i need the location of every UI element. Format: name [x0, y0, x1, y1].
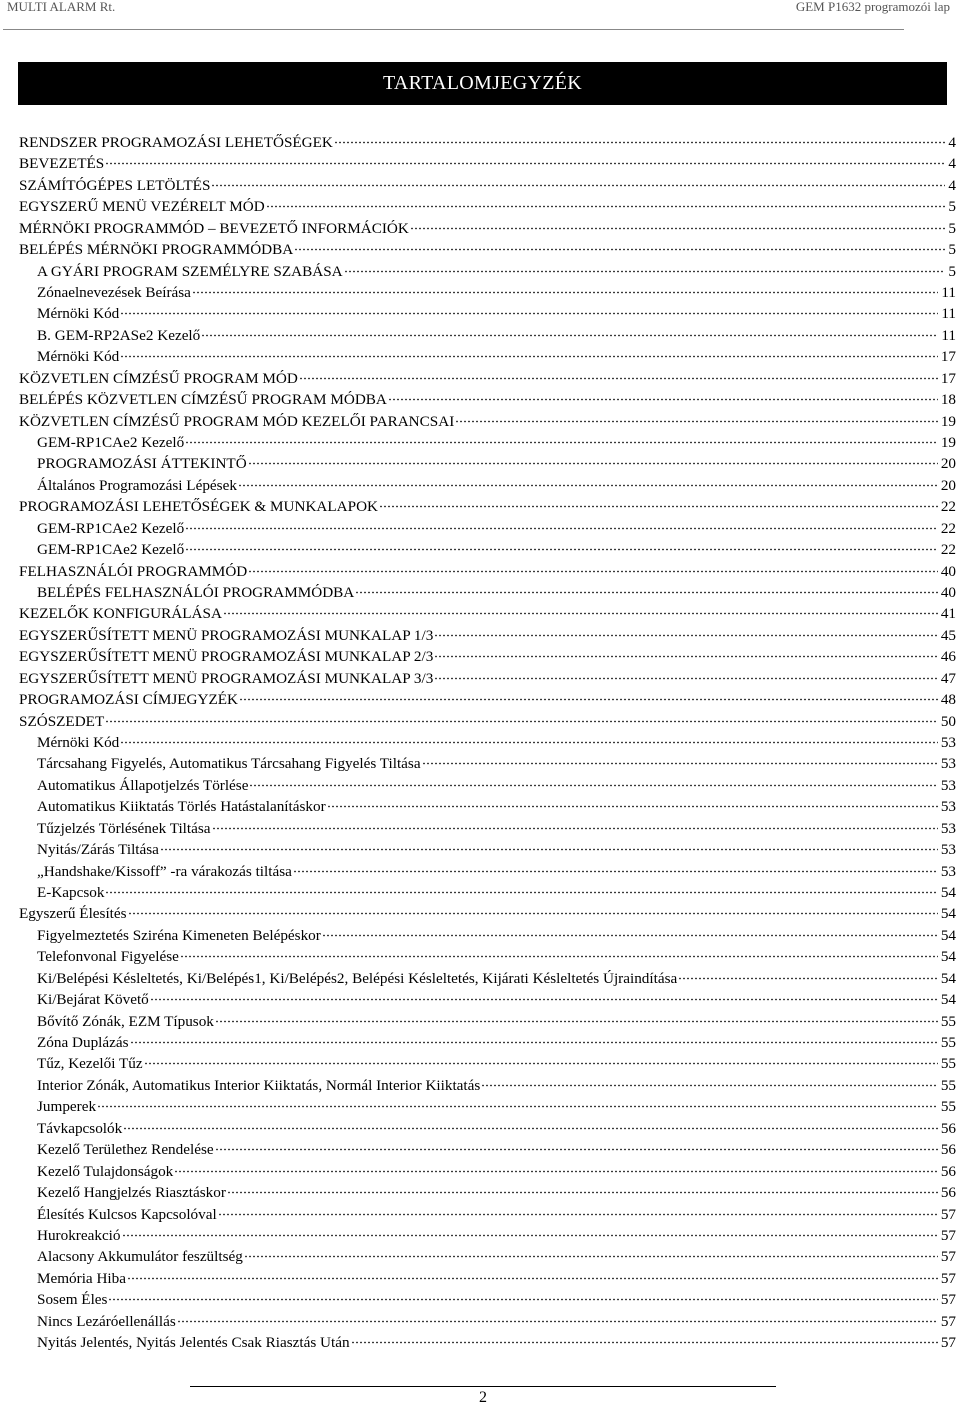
toc-entry-text: Nyitás/Zárás Tiltása	[37, 841, 159, 859]
toc-entry[interactable]	[19, 711, 956, 732]
toc-entry[interactable]	[37, 925, 956, 946]
toc-entry-page: 5	[948, 198, 956, 216]
toc-dot-leader	[185, 516, 938, 530]
toc-dot-leader	[105, 151, 945, 165]
toc-entry-text: Kezelő Tulajdonságok	[37, 1162, 174, 1180]
toc-dot-leader	[248, 451, 938, 465]
toc-dot-leader	[327, 794, 938, 808]
toc-dot-leader	[344, 259, 946, 273]
toc-entry-text: Mérnöki Kód	[37, 348, 120, 366]
toc-entry[interactable]	[37, 1096, 956, 1117]
toc-entry-page: 5	[948, 262, 956, 280]
toc-entry-text: Tűzjelzés Törlésének Tiltása	[37, 819, 211, 837]
toc-entry[interactable]	[37, 796, 956, 817]
toc-dot-leader	[434, 666, 938, 680]
toc-dot-leader	[294, 237, 945, 251]
footer-rule	[190, 1386, 776, 1387]
toc-dot-leader	[239, 687, 938, 701]
toc-entry-text: Interior Zónák, Automatikus Interior Kiiktatás, Normál Interior Kiiktatás	[37, 1076, 481, 1094]
toc-entry-text: Mérnöki Kód	[37, 305, 120, 323]
toc-entry-page: 54	[940, 948, 956, 966]
toc-entry-text: EGYSZERŰ MENÜ VEZÉRELT MÓD	[19, 198, 265, 216]
toc-dot-leader	[410, 216, 946, 230]
toc-entry-page: 55	[940, 1098, 956, 1116]
toc-dot-leader	[120, 344, 938, 358]
toc-entry[interactable]	[37, 1182, 956, 1203]
toc-entry-text: Telefonvonal Figyelése	[37, 948, 179, 966]
toc-entry[interactable]	[37, 1032, 956, 1053]
toc-entry-text: Élesítés Kulcsos Kapcsolóval	[37, 1205, 217, 1223]
toc-entry-text: Tűz, Kezelői Tűz	[37, 1055, 143, 1073]
toc-entry[interactable]	[37, 989, 956, 1010]
toc-entry-text: Bővítő Zónák, EZM Típusok	[37, 1012, 214, 1030]
toc-entry[interactable]	[19, 646, 956, 667]
toc-entry[interactable]	[19, 668, 956, 689]
toc-dot-leader	[379, 494, 938, 508]
toc-entry-page: 55	[940, 1012, 956, 1030]
toc-dot-leader	[334, 130, 946, 144]
toc-entry-text: GEM-RP1CAe2 Kezelő	[37, 434, 185, 452]
toc-entry-text: Jumperek	[37, 1098, 97, 1116]
toc-entry-text: Alacsony Akkumulátor feszültség	[37, 1248, 243, 1266]
toc-entry[interactable]	[37, 861, 956, 882]
toc-dot-leader	[215, 1009, 938, 1023]
toc-entry[interactable]	[37, 1311, 956, 1332]
toc-entry-page: 57	[940, 1334, 956, 1352]
toc-dot-leader	[180, 944, 938, 958]
toc-dot-leader	[434, 644, 938, 658]
toc-entry-page: 56	[940, 1119, 956, 1137]
toc-entry-page: 53	[940, 862, 956, 880]
toc-entry-page: 57	[940, 1205, 956, 1223]
toc-entry-text: BEVEZETÉS	[19, 155, 105, 173]
toc-dot-leader	[238, 473, 938, 487]
toc-entry-text: Automatikus Állapotjelzés Törlése	[37, 776, 249, 794]
toc-entry[interactable]	[37, 1332, 956, 1353]
toc-entry-page: 40	[940, 584, 956, 602]
toc-entry-text: Egyszerű Élesítés	[19, 905, 127, 923]
toc-entry-text: Automatikus Kiiktatás Törlés Hatástalanításkor	[37, 798, 326, 816]
toc-dot-leader	[293, 859, 938, 873]
toc-entry[interactable]	[37, 282, 956, 303]
toc-entry-text: Távkapcsolók	[37, 1119, 123, 1137]
toc-entry-page: 56	[940, 1141, 956, 1159]
toc-entry-page: 22	[940, 519, 956, 537]
toc-entry-page: 11	[941, 305, 956, 323]
toc-entry[interactable]	[19, 218, 956, 239]
toc-entry[interactable]	[37, 475, 956, 496]
toc-entry[interactable]	[19, 132, 956, 153]
toc-entry[interactable]	[19, 689, 956, 710]
toc-entry-text: FELHASZNÁLÓI PROGRAMMÓD	[19, 562, 248, 580]
toc-entry-text: GEM-RP1CAe2 Kezelő	[37, 519, 185, 537]
toc-entry-text: Memória Hiba	[37, 1269, 126, 1287]
toc-entry-page: 54	[940, 969, 956, 987]
toc-entry[interactable]	[37, 1268, 956, 1289]
toc-entry-page: 20	[940, 476, 956, 494]
toc-entry-page: 17	[940, 348, 956, 366]
toc-entry-text: B. GEM-RP2ASe2 Kezelő	[37, 326, 201, 344]
toc-dot-leader	[192, 280, 938, 294]
toc-entry-page: 4	[948, 176, 956, 194]
toc-entry[interactable]	[37, 1011, 956, 1032]
toc-dot-leader	[97, 1094, 938, 1108]
toc-dot-leader	[130, 1030, 938, 1044]
toc-entry[interactable]	[37, 1225, 956, 1246]
toc-entry[interactable]	[19, 196, 956, 217]
toc-entry-page: 50	[940, 712, 956, 730]
toc-entry[interactable]	[37, 732, 956, 753]
toc-entry[interactable]	[37, 453, 956, 474]
toc-entry[interactable]	[37, 839, 956, 860]
toc-dot-leader	[678, 966, 938, 980]
toc-entry[interactable]	[37, 346, 956, 367]
toc-entry-text: RENDSZER PROGRAMOZÁSI LEHETŐSÉGEK	[19, 134, 333, 151]
toc-dot-leader	[144, 1051, 938, 1065]
toc-entry-page: 45	[940, 626, 956, 644]
toc-entry[interactable]	[19, 368, 956, 389]
toc-entry-page: 47	[940, 669, 956, 687]
toc-entry[interactable]	[37, 818, 956, 839]
toc-entry-page: 11	[941, 284, 956, 301]
toc-entry-text: Ki/Bejárat Követő	[37, 991, 149, 1009]
toc-entry-text: Kezelő Hangjelzés Riasztáskor	[37, 1184, 226, 1202]
toc-entry[interactable]	[19, 153, 956, 174]
toc-dot-leader	[122, 1223, 938, 1237]
toc-entry-page: 54	[940, 884, 956, 902]
toc-dot-leader	[422, 751, 938, 765]
toc-dot-leader	[120, 301, 938, 315]
toc-entry-page: 22	[940, 541, 956, 559]
toc-dot-leader	[215, 1137, 938, 1151]
toc-entry-text: Kezelő Területhez Rendelése	[37, 1141, 214, 1159]
toc-entry[interactable]	[19, 903, 956, 924]
toc-entry[interactable]	[37, 946, 956, 967]
toc-entry[interactable]	[19, 411, 956, 432]
toc-entry[interactable]	[19, 389, 956, 410]
toc-entry-page: 57	[940, 1248, 956, 1266]
toc-title-bar	[18, 62, 947, 105]
toc-entry-page: 57	[940, 1291, 956, 1309]
toc-entry[interactable]	[19, 496, 956, 517]
toc-entry[interactable]	[37, 775, 956, 796]
toc-dot-leader	[299, 366, 938, 380]
toc-title: TARTALOMJEGYZÉK	[383, 72, 582, 94]
toc-entry-text: A GYÁRI PROGRAM SZEMÉLYRE SZABÁSA	[37, 262, 343, 280]
footer-page-number: 2	[479, 1389, 487, 1406]
toc-dot-leader	[185, 430, 938, 444]
toc-entry[interactable]	[37, 1053, 956, 1074]
toc-entry-text: Sosem Éles	[37, 1291, 108, 1309]
page-header	[0, 0, 960, 20]
toc-dot-leader	[177, 1309, 938, 1323]
toc-entry-text: SZÓSZEDET	[19, 712, 105, 730]
toc-entry[interactable]	[37, 1246, 956, 1267]
toc-entry-page: 5	[948, 219, 956, 237]
toc-entry-text: Nyitás Jelentés, Nyitás Jelentés Csak Riasztás Után	[37, 1334, 350, 1352]
toc-entry-page: 55	[940, 1055, 956, 1073]
toc-entry[interactable]	[37, 753, 956, 774]
toc-entry-text: Nincs Lezáróellenállás	[37, 1312, 176, 1330]
toc-entry-page: 4	[948, 134, 956, 151]
toc-entry-text: Figyelmeztetés Sziréna Kimeneten Belépéskor	[37, 926, 321, 944]
toc-dot-leader	[127, 1266, 938, 1280]
toc-entry[interactable]	[19, 175, 956, 196]
header-company: MULTI ALARM Rt.	[7, 0, 116, 14]
toc-dot-leader	[248, 559, 938, 573]
toc-entry[interactable]	[37, 1289, 956, 1310]
toc-entry-page: 54	[940, 905, 956, 923]
toc-dot-leader	[123, 1116, 938, 1130]
toc-entry-text: Hurokreakció	[37, 1226, 121, 1244]
toc-dot-leader	[211, 173, 945, 187]
toc-entry-page: 55	[940, 1034, 956, 1052]
toc-entry[interactable]	[19, 561, 956, 582]
toc-entry-page: 18	[940, 391, 956, 409]
toc-entry-page: 40	[940, 562, 956, 580]
toc-entry-text: KÖZVETLEN CÍMZÉSŰ PROGRAM MÓD KEZELŐI PARANCSAI	[19, 412, 455, 430]
toc-entry-page: 4	[948, 155, 956, 173]
toc-dot-leader	[105, 880, 937, 894]
toc-entry[interactable]	[19, 239, 956, 260]
toc-dot-leader	[174, 1159, 938, 1173]
toc-entry[interactable]	[37, 1161, 956, 1182]
toc-entry-text: EGYSZERŰSÍTETT MENÜ PROGRAMOZÁSI MUNKALAP 2/3	[19, 648, 434, 666]
toc-entry-page: 20	[940, 455, 956, 473]
toc-dot-leader	[249, 773, 937, 787]
toc-entry[interactable]	[37, 303, 956, 324]
toc-dot-leader	[244, 1244, 938, 1258]
toc-dot-leader	[266, 194, 946, 208]
toc-dot-leader	[218, 1202, 938, 1216]
header-document-title: GEM P1632 programozói lap	[795, 0, 950, 14]
toc-entry-text: „Handshake/Kissoff” -ra várakozás tiltása	[37, 862, 292, 880]
toc-entry[interactable]	[37, 1204, 956, 1225]
toc-entry-text: KEZELŐK KONFIGURÁLÁSA	[19, 605, 222, 623]
toc-dot-leader	[105, 709, 938, 723]
toc-entry-text: EGYSZERŰSÍTETT MENÜ PROGRAMOZÁSI MUNKALAP 3/3	[19, 669, 434, 687]
toc-entry-text: KÖZVETLEN CÍMZÉSŰ PROGRAM MÓD	[19, 369, 298, 387]
toc-dot-leader	[108, 1287, 937, 1301]
toc-entry-text: Tárcsahang Figyelés, Automatikus Tárcsahang Figyelés Tiltása	[37, 755, 421, 773]
toc-entry-page: 53	[940, 841, 956, 859]
toc-entry[interactable]	[37, 1118, 956, 1139]
toc-entry[interactable]	[19, 603, 956, 624]
toc-entry-text: EGYSZERŰSÍTETT MENÜ PROGRAMOZÁSI MUNKALAP 1/3	[19, 626, 434, 644]
toc-dot-leader	[120, 730, 938, 744]
toc-entry[interactable]	[37, 261, 956, 282]
toc-entry-page: 41	[940, 605, 956, 623]
toc-entry-page: 53	[940, 798, 956, 816]
toc-entry-page: 22	[940, 498, 956, 516]
toc-entry[interactable]	[37, 882, 956, 903]
toc-dot-leader	[481, 1073, 938, 1087]
toc-entry[interactable]	[37, 1075, 956, 1096]
toc-dot-leader	[351, 1330, 938, 1344]
toc-entry-page: 54	[940, 991, 956, 1009]
toc-entry-text: GEM-RP1CAe2 Kezelő	[37, 541, 185, 559]
toc-dot-leader	[201, 323, 938, 337]
toc-entry-text: Ki/Belépési Késleltetés, Ki/Belépés1, Ki/Belépés2, Belépési Késleltetés, Kijárati Késleltetés Újraindítása	[37, 969, 678, 987]
toc-dot-leader	[434, 623, 938, 637]
toc-entry-text: MÉRNÖKI PROGRAMMÓD – BEVEZETŐ INFORMÁCIÓK	[19, 219, 409, 237]
toc-entry[interactable]	[37, 539, 956, 560]
toc-entry-page: 53	[940, 819, 956, 837]
toc-entry-text: SZÁMÍTÓGÉPES LETÖLTÉS	[19, 176, 211, 194]
toc-entry-text: BELÉPÉS FELHASZNÁLÓI PROGRAMMÓDBA	[37, 584, 355, 602]
toc-entry-page: 56	[940, 1184, 956, 1202]
toc-entry-page: 46	[940, 648, 956, 666]
toc-entry-page: 57	[940, 1269, 956, 1287]
toc-entry-text: Mérnöki Kód	[37, 734, 120, 752]
toc-dot-leader	[455, 409, 938, 423]
toc-dot-leader	[128, 901, 938, 915]
toc-entry-page: 57	[940, 1312, 956, 1330]
toc-entry-page: 53	[940, 734, 956, 752]
toc-entry[interactable]	[37, 325, 956, 346]
toc-entry-text: Általános Programozási Lépések	[37, 476, 237, 494]
toc-entry[interactable]	[37, 968, 956, 989]
toc-entry[interactable]	[19, 625, 956, 646]
header-rule	[3, 29, 904, 30]
toc-dot-leader	[388, 387, 938, 401]
toc-entry-page: 19	[940, 434, 956, 452]
toc-entry-page: 53	[940, 776, 956, 794]
toc-entry-page: 48	[940, 691, 956, 709]
toc-entry-text: Zóna Duplázás	[37, 1034, 129, 1052]
toc-entry-page: 17	[940, 369, 956, 387]
toc-entry-text: PROGRAMOZÁSI LEHETŐSÉGEK & MUNKALAPOK	[19, 498, 379, 516]
toc-dot-leader	[160, 837, 938, 851]
toc-entry-text: BELÉPÉS MÉRNÖKI PROGRAMMÓDBA	[19, 241, 294, 259]
toc-dot-leader	[227, 1180, 938, 1194]
toc-entry-page: 57	[940, 1226, 956, 1244]
toc-entry-text: PROGRAMOZÁSI ÁTTEKINTŐ	[37, 455, 247, 473]
toc-entry[interactable]	[37, 432, 956, 453]
toc-entry[interactable]	[37, 1139, 956, 1160]
toc-dot-leader	[212, 816, 938, 830]
toc-dot-leader	[355, 580, 938, 594]
toc-entry-page: 19	[940, 412, 956, 430]
toc-entry-page: 53	[940, 755, 956, 773]
toc-entry-text: BELÉPÉS KÖZVETLEN CÍMZÉSŰ PROGRAM MÓDBA	[19, 391, 387, 409]
toc-entry[interactable]	[37, 518, 956, 539]
toc-entry-page: 5	[948, 241, 956, 259]
toc-entry-text: PROGRAMOZÁSI CÍMJEGYZÉK	[19, 691, 238, 709]
toc-entry-page: 55	[940, 1076, 956, 1094]
toc-entry-text: Zónaelnevezések Beírása	[37, 284, 191, 301]
toc-entry-page: 56	[940, 1162, 956, 1180]
toc-dot-leader	[322, 923, 938, 937]
toc-dot-leader	[185, 537, 938, 551]
toc-dot-leader	[150, 987, 938, 1001]
toc-entry[interactable]	[37, 582, 956, 603]
toc-entry-page: 11	[941, 326, 956, 344]
toc-dot-leader	[223, 601, 938, 615]
toc-entry-text: E-Kapcsok	[37, 884, 105, 902]
toc-entry-page: 54	[940, 926, 956, 944]
